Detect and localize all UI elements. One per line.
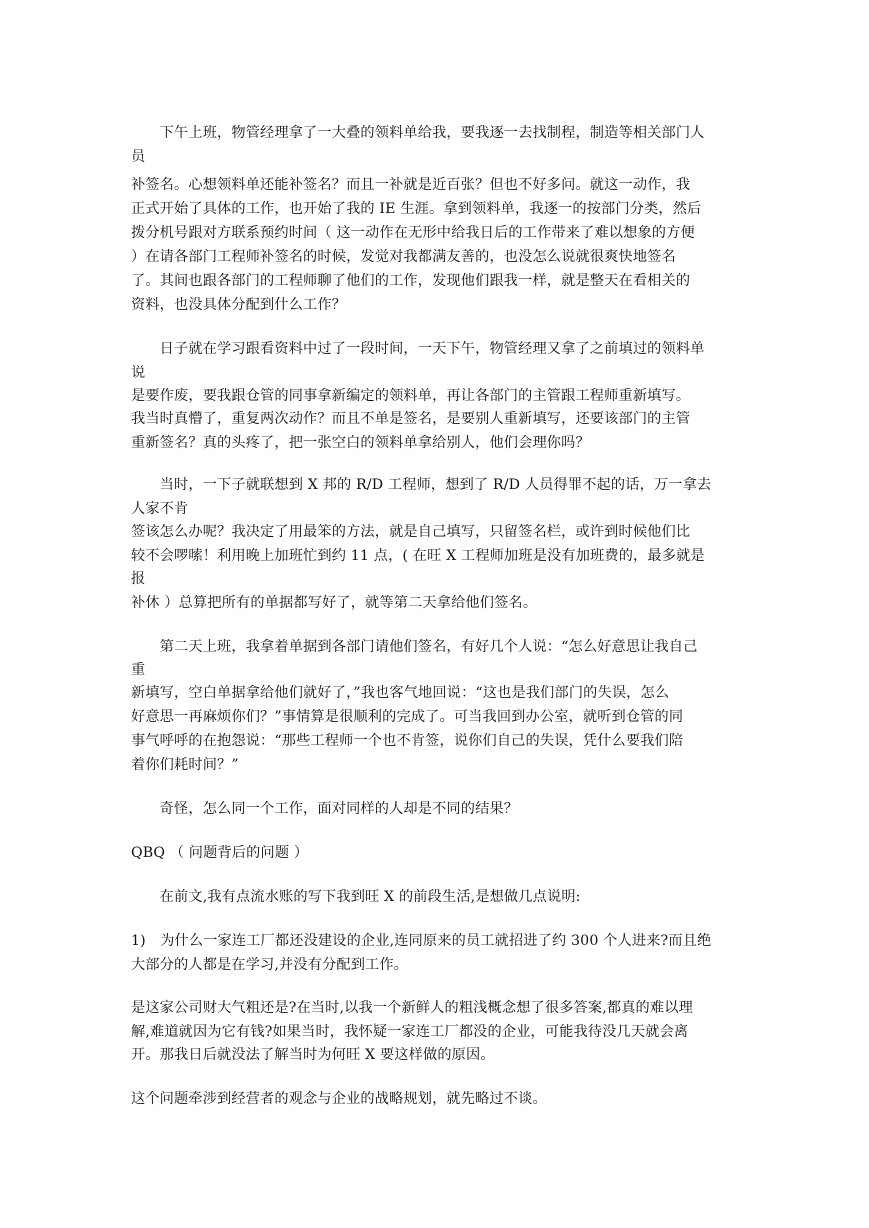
text-line: 这个问题牵涉到经营者的观念与企业的战略规划，就先略过不谈。 [131,1091,547,1107]
text-line: 资料，也没具体分配到什么工作？ [131,297,347,313]
text-line: QBQ （ 问题背后的问题 ） [131,845,309,861]
text-line: 事气呼呼的在抱怨说：“那些工程师一个也不肯签，说你们自己的失误，凭什么要我们陪 [131,733,684,749]
text-line: 大部分的人都是在学习,并没有分配到工作。 [131,957,409,973]
text-line: 我当时真懵了，重复两次动作？而且不单是签名，是要别人重新填写，还要该部门的主管 [131,411,691,427]
text-line: 了。其间也跟各部门的工程师聊了他们的工作，发现他们跟我一样，就是整天在看相关的 [131,273,691,289]
text-line: 着你们耗时间？” [131,757,239,773]
text-line: 员 [131,149,146,165]
text-line: 好意思一再麻烦你们？”事情算是很顺利的完成了。可当我回到办公室，就听到仓管的同 [131,709,684,725]
text-line: 报 [131,571,146,587]
text-line: 人家不肯 [131,501,189,517]
text-line: 第二天上班，我拿着单据到各部门请他们签名，有好几个人说：“怎么好意思让我自己 [131,639,698,655]
text-line: 补签名。心想领料单还能补签名？而且一补就是近百张？但也不好多问。就这一动作，我 [131,177,691,193]
text-line: 奇怪，怎么同一个工作，面对同样的人却是不同的结果？ [131,801,519,817]
text-line: 解,难道就因为它有钱?如果当时，我怀疑一家连工厂都没的企业，可能我待没几天就会离 [131,1024,689,1040]
text-line: 重 [131,662,146,678]
text-line: 拨分机号跟对方联系预约时间（ 这一动作在无形中给我日后的工作带来了难以想象的方便 [131,225,695,241]
text-line: 说 [131,365,146,381]
text-line: 是要作废，要我跟仓管的同事拿新编定的领料单，再让各部门的主管跟工程师重新填写。 [131,388,691,404]
text-line: 当时，一下子就联想到 X 邦的 R/D 工程师，想到了 R/D 人员得罪不起的话，万一拿去 [131,477,712,493]
text-line: 1) 为什么一家连工厂都还没建设的企业,连同原来的员工就招进了约 300 个人进来?而且绝 [131,933,712,949]
text-line: 正式开始了具体的工作，也开始了我的 IE 生涯。拿到领料单，我逐一的按部门分类，然后 [131,201,702,217]
text-line: 补休 ）总算把所有的单据都写好了，就等第二天拿给他们签名。 [131,595,538,611]
text-line: 是这家公司财大气粗还是?在当时,以我一个新鲜人的粗浅概念想了很多答案,都真的难以理 [131,1000,693,1016]
text-line: 重新签名？真的头疼了，把一张空白的领料单拿给别人，他们会理你吗？ [131,435,590,451]
text-line: ）在请各部门工程师补签名的时候，发觉对我都满友善的，也没怎么说就很爽快地签名 [131,249,676,265]
text-line: 日子就在学习跟看资料中过了一段时间，一天下午，物管经理又拿了之前填过的领料单 [131,341,705,357]
text-line: 下午上班，物管经理拿了一大叠的领料单给我，要我逐一去找制程，制造等相关部门人 [131,125,705,141]
text-line: 较不会啰嗦！利用晚上加班忙到约 11 点，( 在旺 X 工程师加班是没有加班费的，最多就是 [131,548,705,564]
text-line: 在前文,我有点流水账的写下我到旺 X 的前段生活,是想做几点说明: [131,889,581,905]
text-line: 开。那我日后就没法了解当时为何旺 X 要这样做的原因。 [131,1047,495,1063]
text-line: 新填写，空白单据拿给他们就好了，”我也客气地回说：“这也是我们部门的失误，怎么 [131,685,670,701]
text-line: 签该怎么办呢？我决定了用最笨的方法，就是自己填写，只留签名栏，或许到时候他们比 [131,524,691,540]
